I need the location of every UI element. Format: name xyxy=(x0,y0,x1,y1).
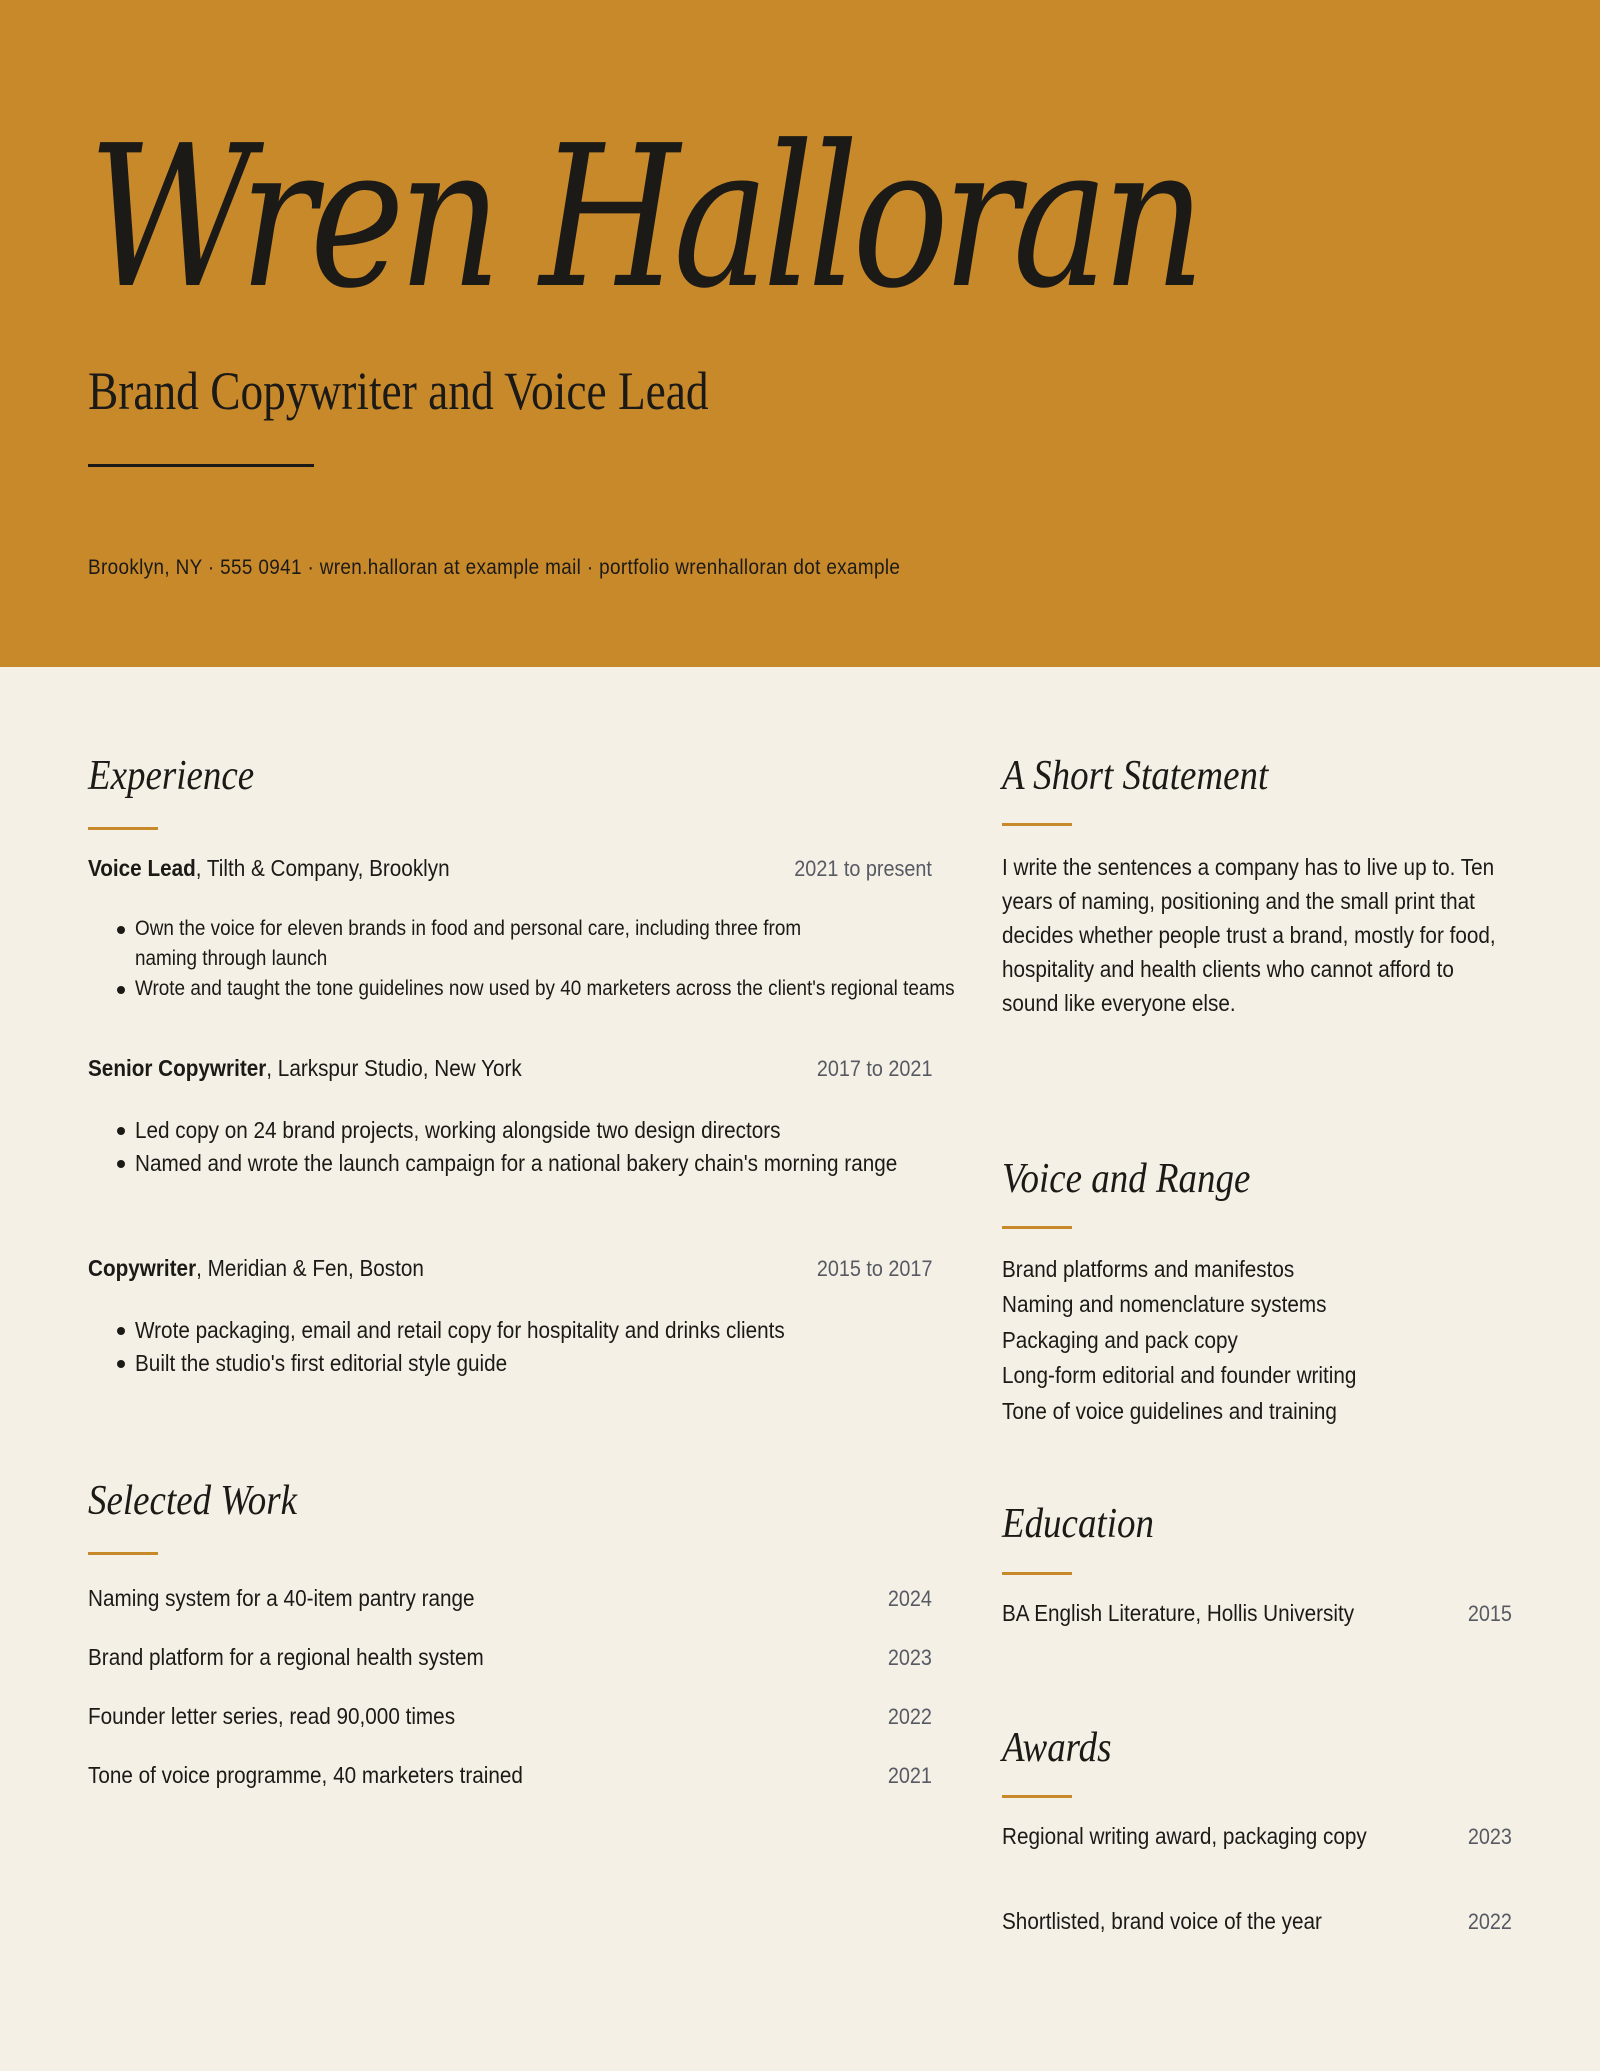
bullet-dot xyxy=(117,926,125,934)
job-dates: 2017 to 2021 xyxy=(816,1056,932,1081)
skill-item: Tone of voice guidelines and training xyxy=(1002,1398,1337,1424)
bullet-dot xyxy=(117,1360,125,1368)
job-bullet: Named and wrote the launch campaign for a national bakery chain's morning range xyxy=(135,1150,898,1176)
candidate-name: Wren Halloran xyxy=(88,104,1199,332)
job-dates: 2015 to 2017 xyxy=(816,1256,932,1281)
education-item: BA English Literature, Hollis University xyxy=(1002,1600,1355,1626)
job-org: , Tilth & Company, Brooklyn xyxy=(195,855,450,881)
skill-item: Naming and nomenclature systems xyxy=(1002,1291,1327,1317)
section-title-statement: A Short Statement xyxy=(1002,753,1269,799)
section-title-selected-work: Selected Work xyxy=(88,1478,298,1524)
section-accent xyxy=(88,1552,158,1555)
award-year: 2023 xyxy=(1467,1824,1512,1849)
bullet-dot xyxy=(117,1160,125,1168)
job-bullet: Built the studio's first editorial style guide xyxy=(135,1350,508,1376)
work-year: 2023 xyxy=(887,1645,932,1670)
job-dates: 2021 to present xyxy=(794,856,932,881)
section-title-awards: Awards xyxy=(1002,1725,1112,1771)
skill-item: Long-form editorial and founder writing xyxy=(1002,1362,1357,1388)
bullet-dot xyxy=(117,1127,125,1135)
contact-line: Brooklyn, NY · 555 0941 · wren.halloran at example mail · portfolio wrenhalloran dot example xyxy=(88,556,901,579)
bullet-dot xyxy=(117,1327,125,1335)
work-year: 2022 xyxy=(887,1704,932,1729)
header-band xyxy=(0,0,1600,667)
award-year: 2022 xyxy=(1467,1909,1512,1934)
skill-item: Brand platforms and manifestos xyxy=(1002,1256,1295,1282)
section-accent xyxy=(1002,823,1072,826)
job-bullet: Wrote packaging, email and retail copy for hospitality and drinks clients xyxy=(135,1317,785,1343)
section-title-education: Education xyxy=(1002,1501,1154,1547)
job-title-label: Copywriter xyxy=(88,1255,197,1281)
skill-item: Packaging and pack copy xyxy=(1002,1327,1238,1353)
section-accent xyxy=(88,827,158,830)
section-title-voice-range: Voice and Range xyxy=(1002,1156,1251,1202)
header-divider xyxy=(88,464,314,467)
job-bullet: Wrote and taught the tone guidelines now used by 40 marketers across the client's regional teams xyxy=(135,977,955,1000)
work-item: Tone of voice programme, 40 marketers trained xyxy=(88,1762,523,1788)
work-year: 2021 xyxy=(887,1763,932,1788)
work-item: Brand platform for a regional health system xyxy=(88,1644,484,1670)
education-year: 2015 xyxy=(1467,1601,1512,1626)
job-bullet: Led copy on 24 brand projects, working alongside two design directors xyxy=(135,1117,781,1143)
section-title-experience: Experience xyxy=(88,753,255,799)
section-accent xyxy=(1002,1795,1072,1798)
work-item: Founder letter series, read 90,000 times xyxy=(88,1703,456,1729)
job-heading xyxy=(88,855,450,882)
job-title-label: Voice Lead xyxy=(88,855,196,881)
award-item: Regional writing award, packaging copy xyxy=(1002,1823,1367,1849)
job-org: , Larkspur Studio, New York xyxy=(266,1055,522,1081)
job-bullet: Own the voice for eleven brands in food and personal care, including three from naming through launch xyxy=(135,917,802,970)
section-accent xyxy=(1002,1572,1072,1575)
section-accent xyxy=(1002,1226,1072,1229)
bullet-dot xyxy=(117,986,125,994)
work-item: Naming system for a 40-item pantry range xyxy=(88,1585,475,1611)
job-title-label: Senior Copywriter xyxy=(88,1055,267,1081)
job-heading xyxy=(88,1255,424,1282)
job-title: Brand Copywriter and Voice Lead xyxy=(88,361,709,421)
job-org: , Meridian & Fen, Boston xyxy=(196,1255,424,1281)
award-item: Shortlisted, brand voice of the year xyxy=(1002,1908,1322,1934)
work-year: 2024 xyxy=(887,1586,932,1611)
job-heading xyxy=(88,1055,522,1082)
statement-text: I write the sentences a company has to live up to. Ten years of naming, positioning and the small print that decides whether people trust a brand, mostly for food, hospitality and health clients who cannot afford to sound like everyone else. xyxy=(1002,854,1496,1016)
